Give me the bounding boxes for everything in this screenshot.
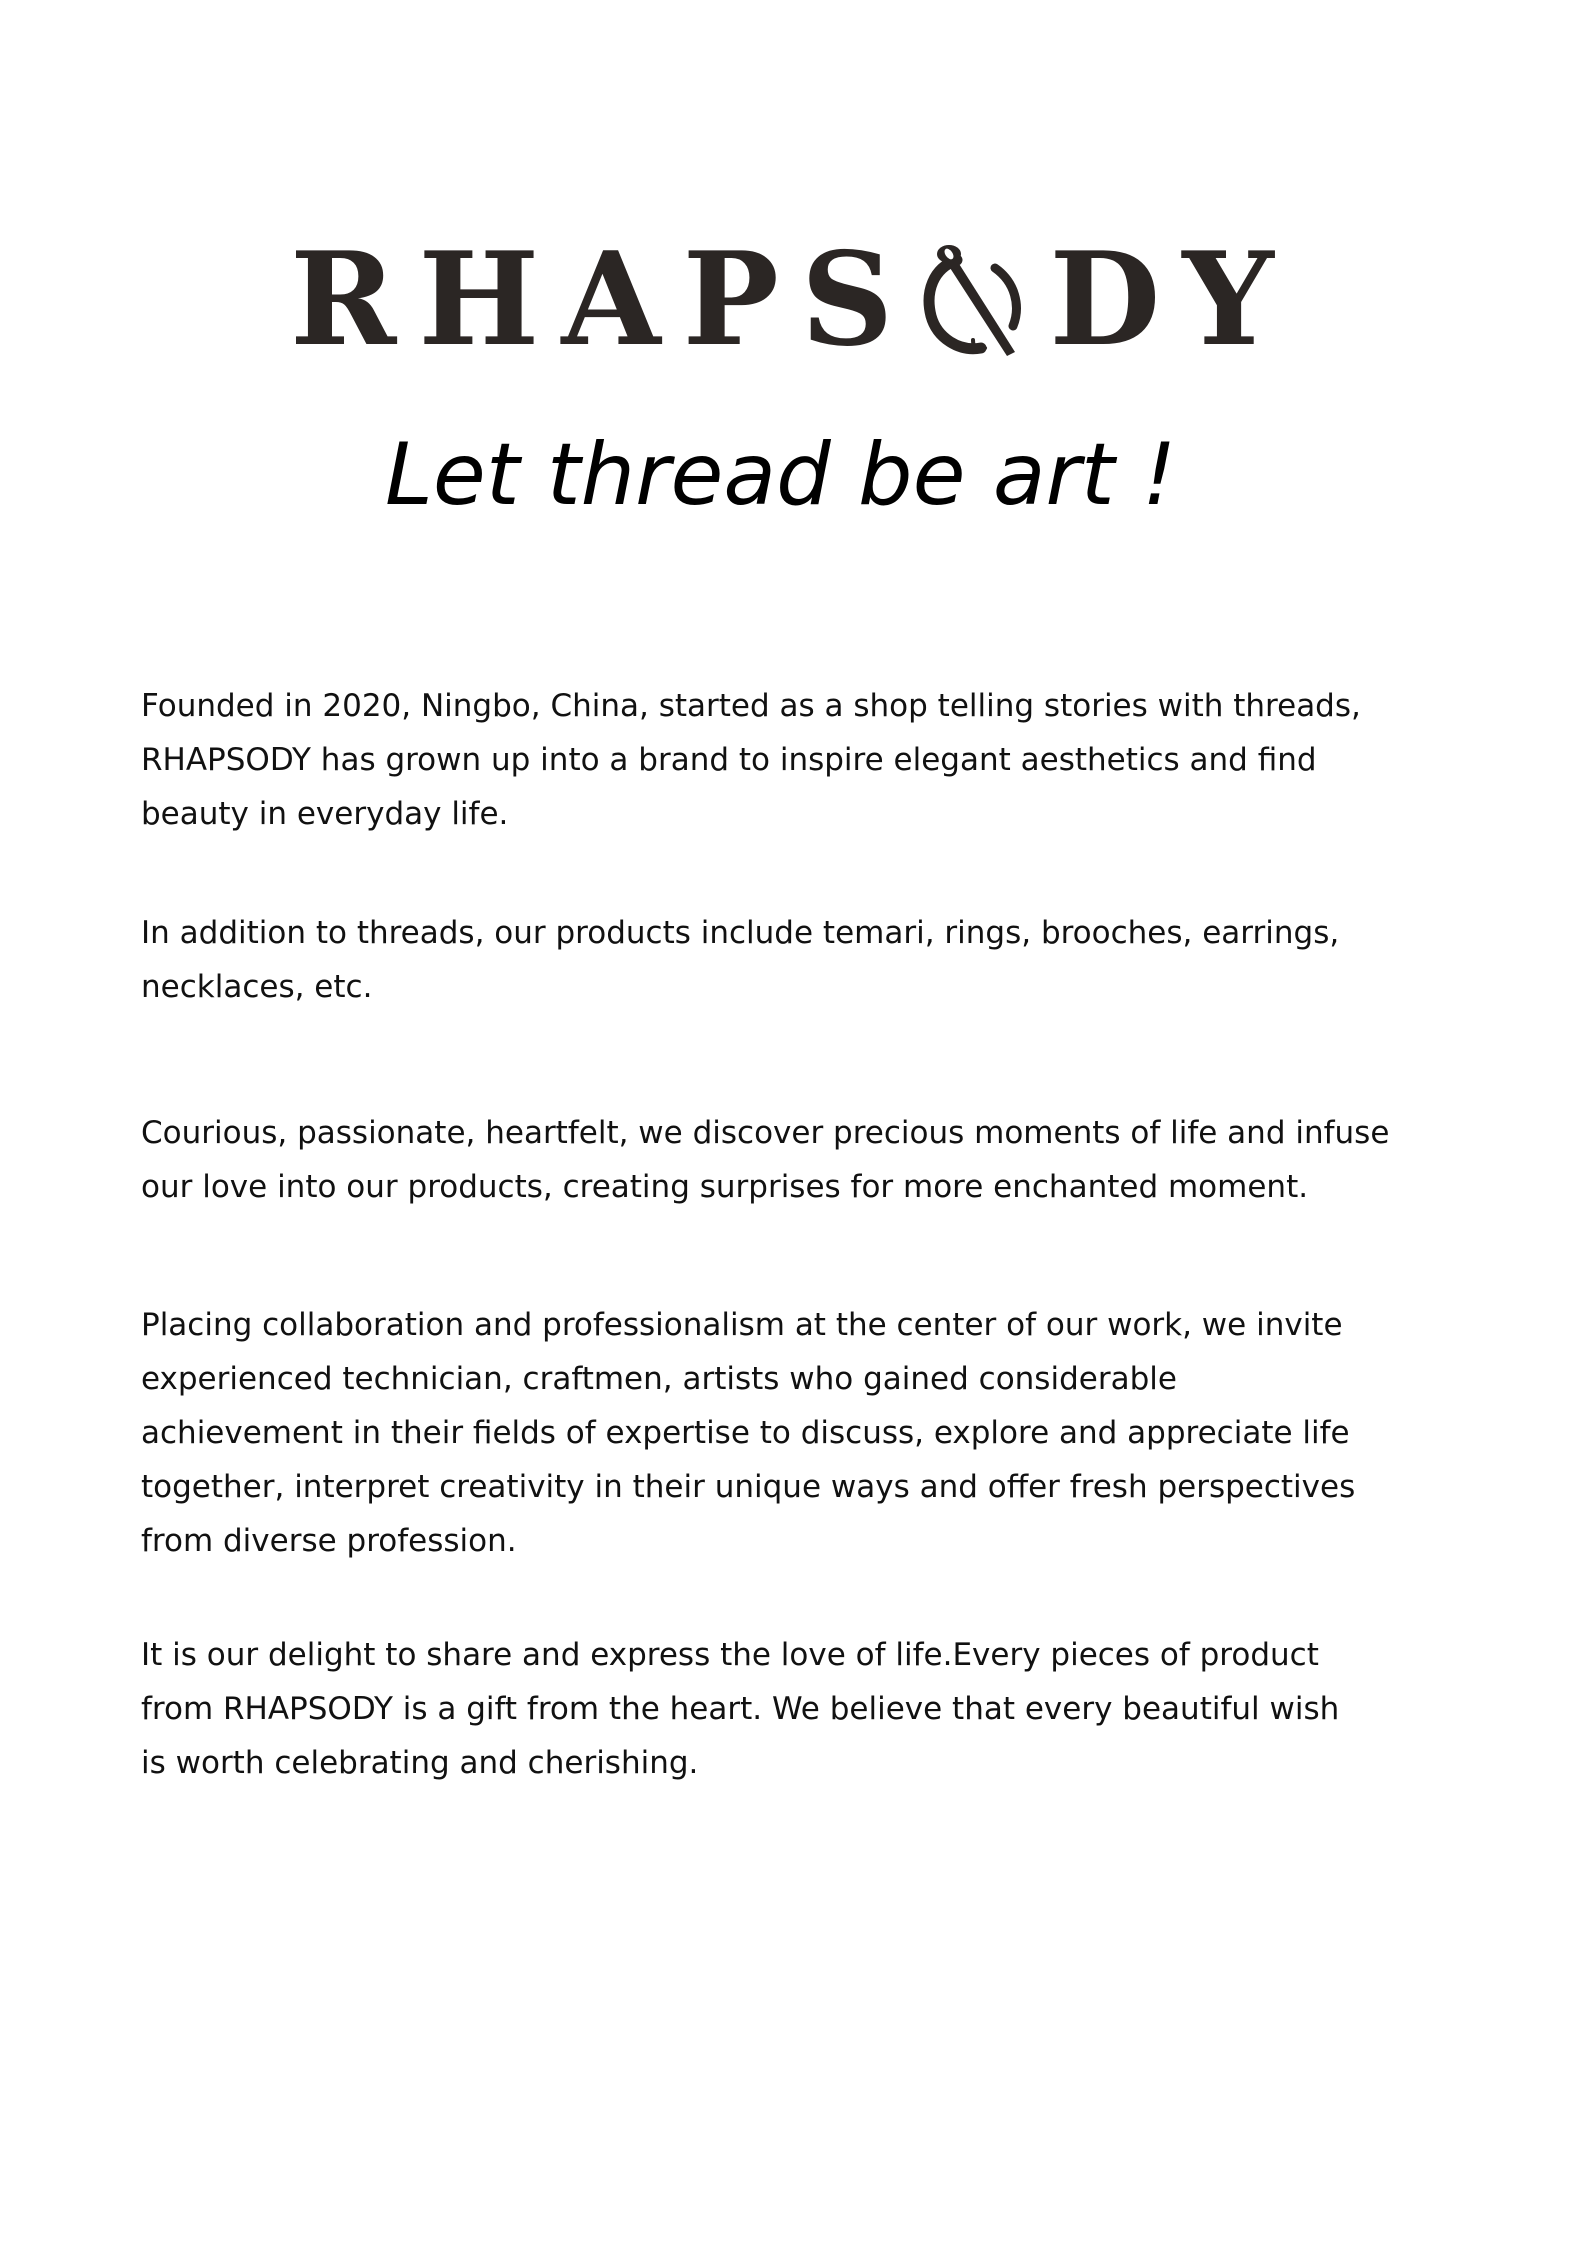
paragraph-values (141, 1106, 1390, 1214)
paragraph-line: It is our delight to share and express the love of life.Every pieces of product (141, 1637, 1319, 1673)
paragraph-line: from diverse profession. (141, 1523, 517, 1559)
paragraph-line: is worth celebrating and cherishing. (141, 1745, 699, 1781)
paragraph-line: experienced technician, craftmen, artists who gained considerable (141, 1361, 1177, 1397)
paragraph-products (141, 906, 1361, 1014)
brand-logo (290, 225, 1296, 375)
paragraph-collaboration (141, 1298, 1361, 1568)
paragraph-line: beauty in everyday life. (141, 796, 509, 832)
paragraph-line: our love into our products, creating surprises for more enchanted moment. (141, 1169, 1309, 1205)
logo-text-right: DY (1049, 225, 1296, 375)
paragraph-line: achievement in their fields of expertise to discuss, explore and appreciate life (141, 1415, 1350, 1451)
tagline: Let thread be art ! (385, 425, 1177, 525)
paragraph-line: necklaces, etc. (141, 969, 373, 1005)
paragraph-line: together, interpret creativity in their unique ways and offer fresh perspectives (141, 1469, 1356, 1505)
paragraph-line: Courious, passionate, heartfelt, we discover precious moments of life and infuse (141, 1115, 1390, 1151)
paragraph-line: RHAPSODY has grown up into a brand to inspire elegant aesthetics and find (141, 742, 1317, 778)
paragraph-line: In addition to threads, our products include temari, rings, brooches, earrings, (141, 915, 1340, 951)
thread-loop-right (995, 268, 1016, 326)
needle-thread-o-icon (919, 240, 1031, 360)
paragraph-founded (141, 679, 1361, 841)
paragraph-line: Placing collaboration and professionalism at the center of our work, we invite (141, 1307, 1343, 1343)
paragraph-closing (141, 1628, 1361, 1790)
paragraph-line: from RHAPSODY is a gift from the heart. We believe that every beautiful wish (141, 1691, 1340, 1727)
needle-thread-o-svg (919, 240, 1031, 360)
logo-text-left: RHAPS (290, 225, 916, 375)
paragraph-line: Founded in 2020, Ningbo, China, started as a shop telling stories with threads, (141, 688, 1361, 724)
